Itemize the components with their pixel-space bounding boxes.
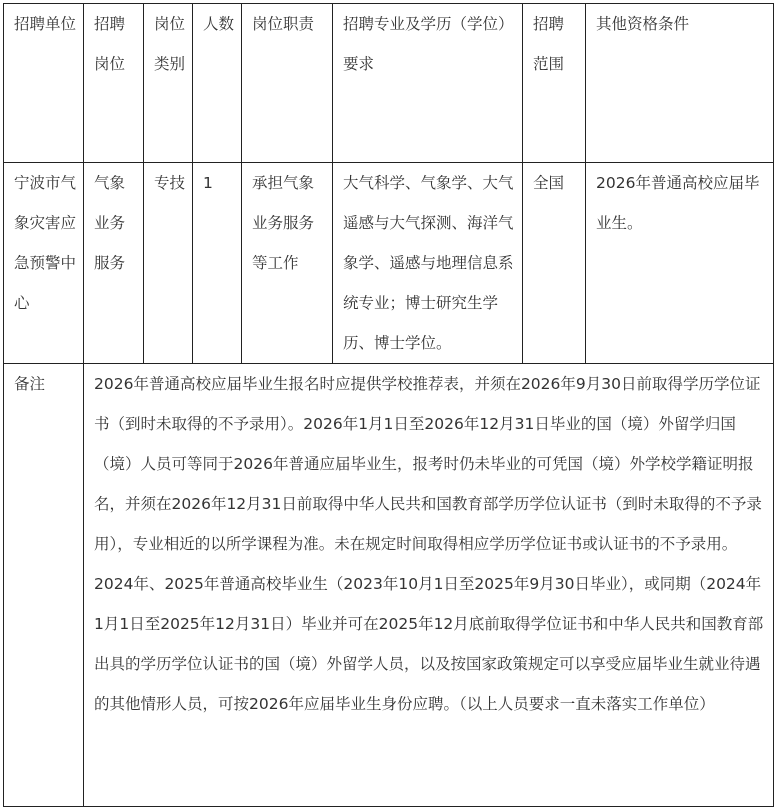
header-count: 人数 [193, 4, 242, 163]
cell-other: 2026年普通高校应届毕业生。 [586, 163, 774, 364]
header-duty: 岗位职责 [242, 4, 333, 163]
cell-scope: 全国 [523, 163, 586, 364]
cell-duty: 承担气象业务服务等工作 [242, 163, 333, 364]
cell-count: 1 [193, 163, 242, 364]
table-row [4, 163, 774, 364]
note-row [4, 364, 774, 807]
cell-position: 气象业务服务 [84, 163, 144, 364]
cell-category: 专技 [144, 163, 193, 364]
note-paragraph-2: 2024年、2025年普通高校毕业生（2023年10月1日至2025年9月30日毕业），或同期（2024年1月1日至2025年12月31日）毕业并可在2025年12月底前取得学位证书和中华人民共和国教育部出具的学历学位认证书的国（境）外留学人员，以及按国家政策规定可以享受应届毕业生就业待遇的其他情形人员，可按2026年应届毕业生身份应聘。（以上人员要求一直未落实工作单位） [94, 575, 764, 713]
cell-major-edu: 大气科学、气象学、大气遥感与大气探测、海洋气象学、遥感与地理信息系统专业；博士研究生学历、博士学位。 [333, 163, 523, 364]
header-other: 其他资格条件 [586, 4, 774, 163]
note-paragraph-1: 2026年普通高校应届毕业生报名时应提供学校推荐表，并须在2026年9月30日前取得学历学位证书（到时未取得的不予录用）。2026年1月1日至2026年12月31日毕业的国（境）外留学归国（境）人员可等同于2026年普通应届毕业生，报考时仍未毕业的可凭国（境）外学校学籍证明报名，并须在2026年12月31日前取得中华人民共和国教育部学历学位认证书（到时未取得的不予录用），专业相近的以所学课程为准。未在规定时间取得相应学历学位证书或认证书的不予录用。 [94, 375, 762, 553]
header-category: 岗位类别 [144, 4, 193, 163]
header-unit: 招聘单位 [4, 4, 84, 163]
note-label: 备注 [4, 364, 84, 807]
recruitment-table [3, 3, 774, 807]
header-position: 招聘岗位 [84, 4, 144, 163]
header-scope: 招聘范围 [523, 4, 586, 163]
note-content [84, 364, 774, 807]
table-header-row [4, 4, 774, 163]
cell-unit: 宁波市气象灾害应急预警中心 [4, 163, 84, 364]
header-major-edu: 招聘专业及学历（学位）要求 [333, 4, 523, 163]
